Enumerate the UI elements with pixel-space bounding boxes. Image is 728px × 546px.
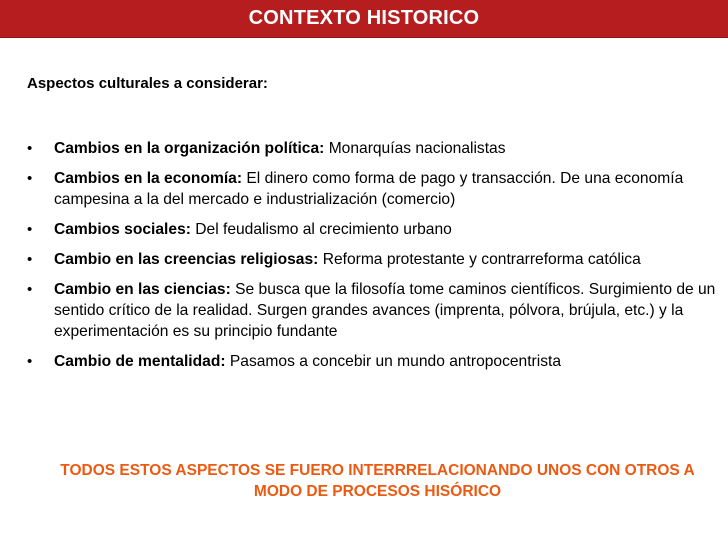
bullet-icon: • bbox=[27, 281, 33, 298]
bullet-heading: Cambios en la economía: bbox=[54, 170, 247, 187]
bullet-heading: Cambio en las ciencias: bbox=[54, 281, 236, 298]
bullet-list bbox=[27, 138, 717, 381]
bullet-text: Pasamos a concebir un mundo antropocentrista bbox=[229, 353, 562, 370]
bullet-text: Monarquías nacionalistas bbox=[328, 140, 506, 157]
conclusion-text: TODOS ESTOS ASPECTOS SE FUERO INTERRRELACIONANDO UNOS CON OTROS A MODO DE PROCESOS HISÓRICO bbox=[60, 462, 695, 500]
bullet-icon: • bbox=[27, 221, 33, 238]
bullet-item-mentalidad bbox=[27, 351, 717, 372]
bullet-text: Del feudalismo al crecimiento urbano bbox=[195, 221, 452, 238]
bullet-item-sociales bbox=[27, 219, 717, 240]
bullet-heading: Cambio en las creencias religiosas: bbox=[54, 251, 323, 268]
title-bar bbox=[0, 0, 728, 38]
bullet-text: Reforma protestante y contrarreforma católica bbox=[322, 251, 641, 268]
page-title: CONTEXTO HISTORICO bbox=[248, 7, 480, 29]
bullet-icon: • bbox=[27, 170, 33, 187]
bullet-item-economia bbox=[27, 168, 717, 210]
bullet-icon: • bbox=[27, 140, 33, 157]
section-subtitle: Aspectos culturales a considerar: bbox=[27, 75, 268, 92]
bullet-text: El dinero como forma de pago y transacción. De una economía campesina a la del mercado e industrialización (comercio) bbox=[54, 170, 684, 208]
bullet-item-ciencias bbox=[27, 279, 717, 342]
bullet-heading: Cambios sociales: bbox=[54, 221, 196, 238]
bullet-heading: Cambio de mentalidad: bbox=[54, 353, 230, 370]
bullet-icon: • bbox=[27, 251, 33, 268]
bullet-text: Se busca que la filosofía tome caminos científicos. Surgimiento de un sentido crítico de la realidad. Surgen grandes avances (imprenta, pólvora, brújula, etc.) y la experimentación es su principio fundante bbox=[54, 281, 716, 340]
bullet-heading: Cambios en la organización política: bbox=[54, 140, 329, 157]
bullet-icon: • bbox=[27, 353, 33, 370]
bullet-item-politica bbox=[27, 138, 717, 159]
bullet-item-creencias bbox=[27, 249, 717, 270]
